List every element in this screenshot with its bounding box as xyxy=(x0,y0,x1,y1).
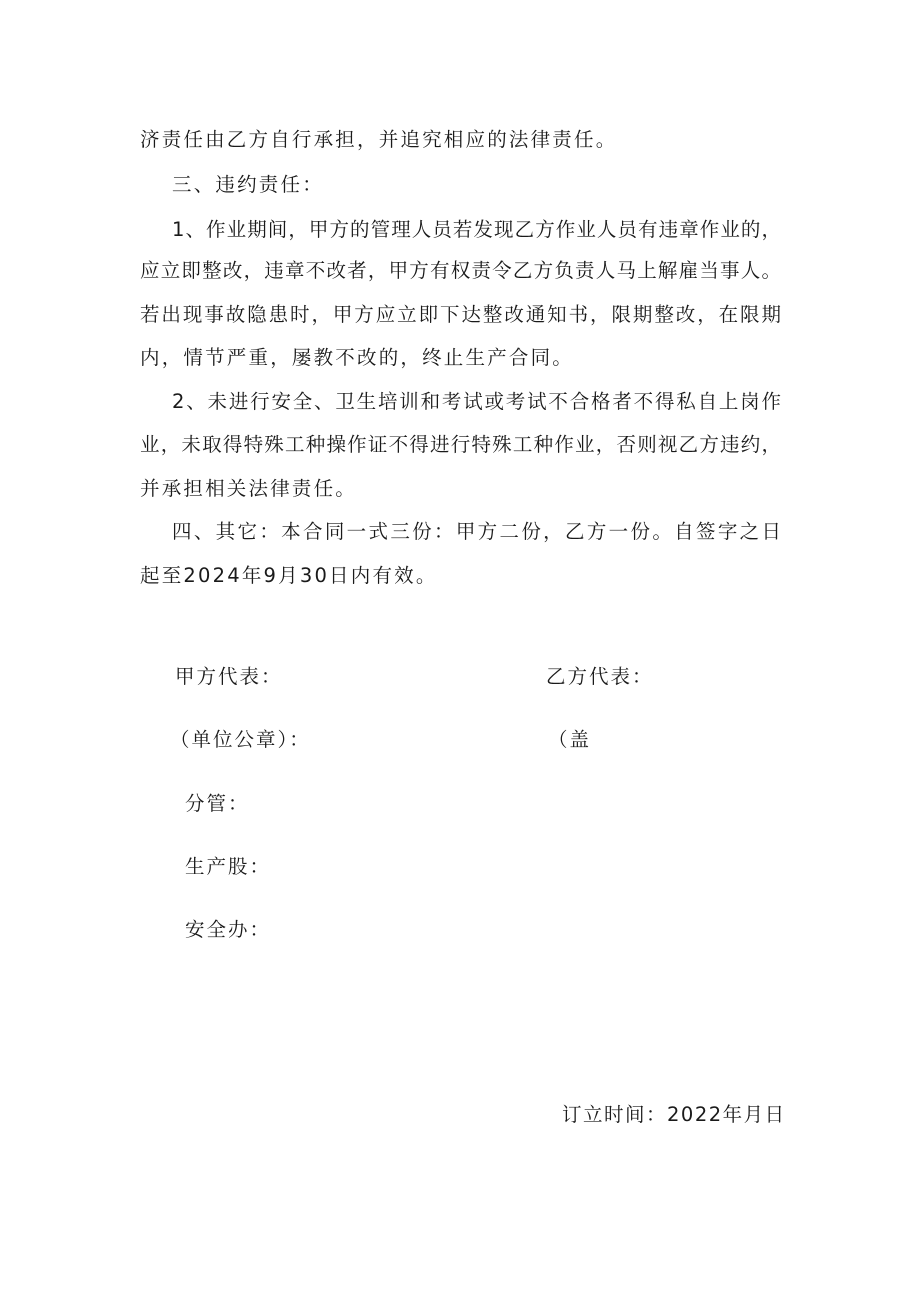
party-a-seal-label: （单位公章）： xyxy=(170,728,311,751)
supervisor-label: 分管： xyxy=(185,792,250,815)
body-line-4: 应立即整改，违章不改者，甲方有权责令乙方负责人马上解雇当事人。 xyxy=(140,259,781,282)
section-heading-breach: 三、违约责任： xyxy=(172,173,324,196)
body-line-11: 起至2024年9月30日内有效。 xyxy=(140,564,438,587)
body-line-3: 1、作业期间，甲方的管理人员若发现乙方作业人员有违章作业的， xyxy=(172,218,781,241)
body-line-1: 济责任由乙方自行承担，并追究相应的法律责任。 xyxy=(140,128,618,151)
party-a-representative-label: 甲方代表： xyxy=(175,665,283,688)
body-line-9: 并承担相关法律责任。 xyxy=(140,477,358,500)
body-line-6: 内，情节严重，屡教不改的，终止生产合同。 xyxy=(140,346,575,369)
body-line-8: 业，未取得特殊工种操作证不得进行特殊工种作业，否则视乙方违约， xyxy=(140,433,781,456)
body-line-5: 若出现事故隐患时，甲方应立即下达整改通知书，限期整改，在限期 xyxy=(140,303,781,326)
safety-office-label: 安全办： xyxy=(185,918,272,941)
signing-date-line: 订立时间：2022年月日 xyxy=(562,1103,786,1126)
section-heading-other: 四、其它：本合同一式三份：甲方二份，乙方一份。自签字之日 xyxy=(172,520,781,543)
body-line-7: 2、未进行安全、卫生培训和考试或考试不合格者不得私自上岗作 xyxy=(172,390,781,413)
party-b-seal-label: （盖 xyxy=(548,728,592,751)
party-b-representative-label: 乙方代表： xyxy=(546,665,654,688)
production-section-label: 生产股： xyxy=(185,855,272,878)
